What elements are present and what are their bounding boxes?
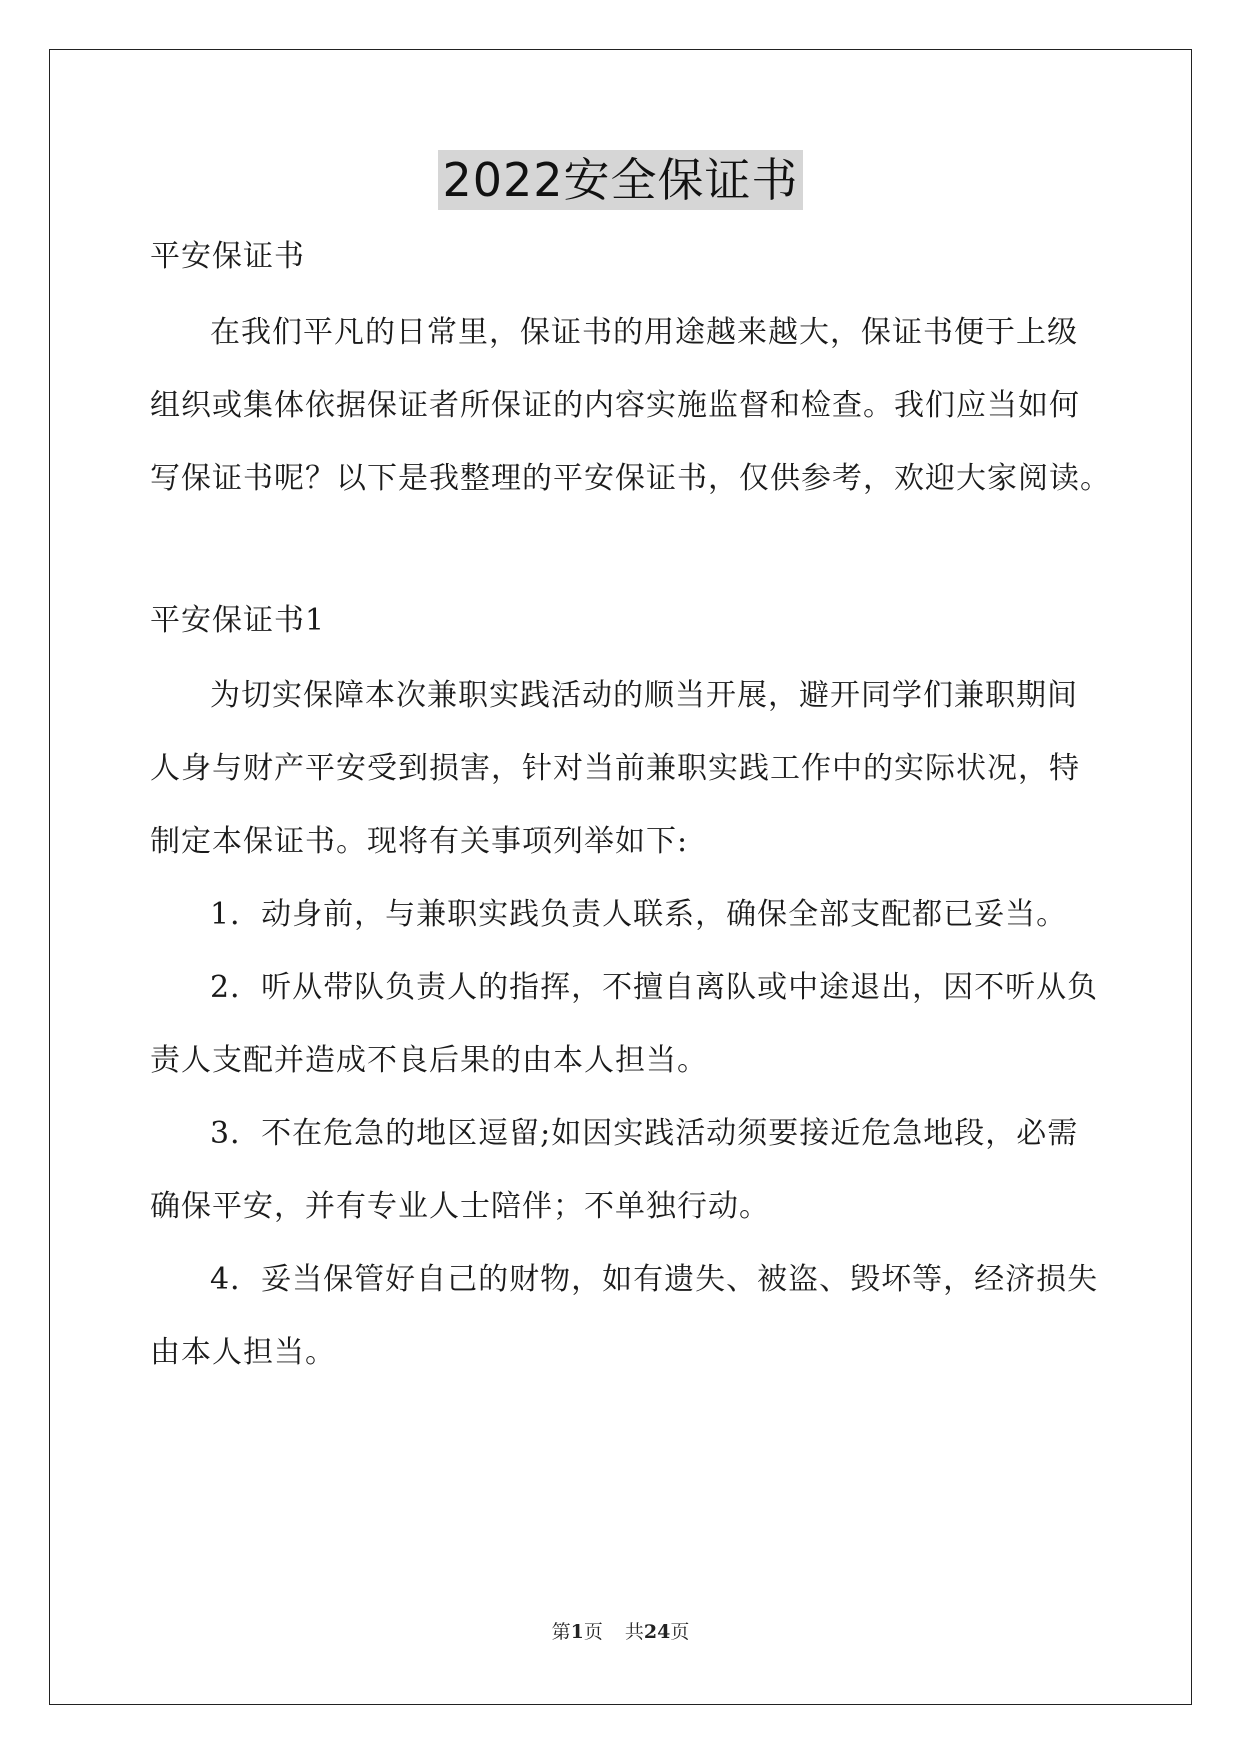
list-item-line: 3．不在危急的地区逗留;如因实践活动须要接近危急地段，必需 [210,1116,1079,1151]
page-footer [0,1620,1241,1644]
list-item-line: 2．听从带队负责人的指挥，不擅自离队或中途退出，因不听从负 [210,970,1099,1005]
section-heading: 平安保证书 [150,239,305,274]
list-item-line: 1．动身前，与兼职实践负责人联系，确保全部支配都已妥当。 [210,897,1068,932]
paragraph-line: 人身与财产平安受到损害，针对当前兼职实践工作中的实际状况，特 [150,751,1080,786]
section-heading: 平安保证书1 [150,603,326,638]
paragraph-line: 组织或集体依据保证者所保证的内容实施监督和检查。我们应当如何 [150,388,1080,423]
page-total: 24 [643,1621,671,1643]
paragraph-line: 写保证书呢？以下是我整理的平安保证书，仅供参考，欢迎大家阅读。 [150,461,1111,496]
page-border [49,49,1192,1705]
list-item-line: 4．妥当保管好自己的财物，如有遗失、被盗、毁坏等，经济损失 [210,1262,1099,1297]
list-item-line: 由本人担当。 [150,1335,336,1370]
page-prefix: 第 [551,1621,571,1643]
page-current: 1 [570,1621,584,1643]
paragraph-line: 制定本保证书。现将有关事项列举如下: [150,824,689,859]
page-mid: 页 [583,1621,603,1643]
list-item-line: 责人支配并造成不良后果的由本人担当。 [150,1043,708,1078]
paragraph-line: 在我们平凡的日常里，保证书的用途越来越大，保证书便于上级 [210,315,1078,350]
total-prefix: 共 [624,1621,644,1643]
paragraph-line: 为切实保障本次兼职实践活动的顺当开展，避开同学们兼职期间 [210,678,1078,713]
total-suffix: 页 [670,1621,690,1643]
document-title: 2022安全保证书 [438,150,802,210]
list-item-line: 确保平安，并有专业人士陪伴；不单独行动。 [150,1189,770,1224]
title-container [0,150,1241,210]
